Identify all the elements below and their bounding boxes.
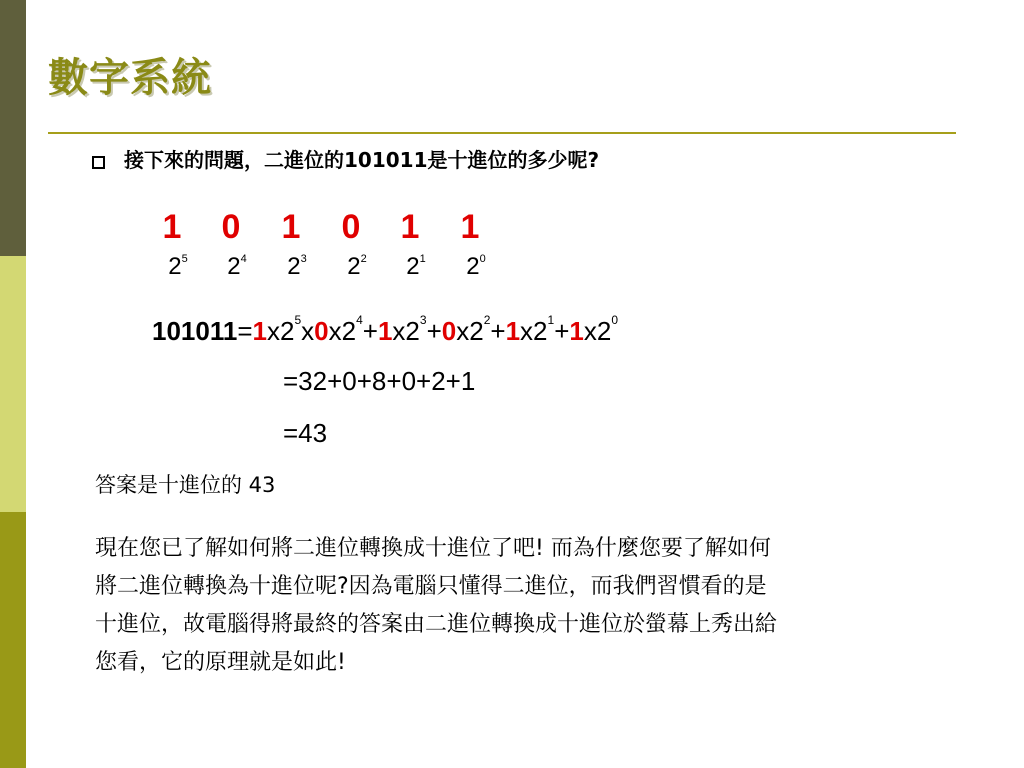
side-bar-top bbox=[0, 0, 26, 256]
side-bar-middle bbox=[0, 256, 26, 512]
square-bullet-icon bbox=[92, 156, 105, 169]
bit-weight: $2^2$ bbox=[347, 253, 367, 280]
bit-digit: 0 bbox=[341, 208, 361, 246]
equation-result-line: =43 bbox=[283, 418, 328, 448]
answer-text: 答案是十進位的 43 bbox=[95, 473, 276, 497]
slide-title: 數字系統 bbox=[48, 55, 212, 101]
bit-digit: 1 bbox=[281, 208, 301, 246]
explanation-line: 現在您已了解如何將二進位轉換成十進位了吧! 而為什麼您要了解如何 bbox=[95, 536, 771, 561]
bit-weight: $2^5$ bbox=[168, 253, 188, 280]
bit-digit: 1 bbox=[460, 208, 480, 246]
equation-term: $+0x2^2$ bbox=[426, 313, 491, 346]
bit-digit: 1 bbox=[400, 208, 420, 246]
bit-weight: $2^1$ bbox=[406, 253, 426, 280]
explanation-line: 您看，它的原理就是如此! bbox=[95, 650, 346, 675]
equation-term: $+1x2^1$ bbox=[490, 313, 555, 346]
bit-weight: $2^3$ bbox=[287, 253, 307, 280]
bit-weight: $2^0$ bbox=[466, 253, 486, 280]
side-bar-bottom bbox=[0, 512, 26, 768]
explanation-line: 十進位，故電腦得將最終的答案由二進位轉換成十進位於螢幕上秀出給 bbox=[95, 612, 778, 637]
question-text: 接下來的問題，二進位的101011是十進位的多少呢? bbox=[124, 148, 600, 172]
equation-term: $=1x2^5$ bbox=[237, 313, 302, 346]
title-divider bbox=[48, 132, 956, 134]
bit-digit: 1 bbox=[162, 208, 182, 246]
expansion-equation bbox=[152, 313, 619, 346]
explanation-paragraph bbox=[95, 530, 985, 682]
equation-term: $+1x2^0$ bbox=[554, 313, 619, 346]
bit-digit: 0 bbox=[221, 208, 241, 246]
explanation-line: 將二進位轉換為十進位呢?因為電腦只懂得二進位，而我們習慣看的是 bbox=[95, 574, 767, 599]
equation-term: $x0x2^4$ bbox=[301, 313, 363, 346]
equation-sum-line: =32+0+8+0+2+1 bbox=[283, 366, 476, 396]
equation-term: $+1x2^3$ bbox=[362, 313, 427, 346]
equation-lhs: 101011 bbox=[152, 316, 238, 346]
bit-weight: $2^4$ bbox=[227, 253, 247, 280]
